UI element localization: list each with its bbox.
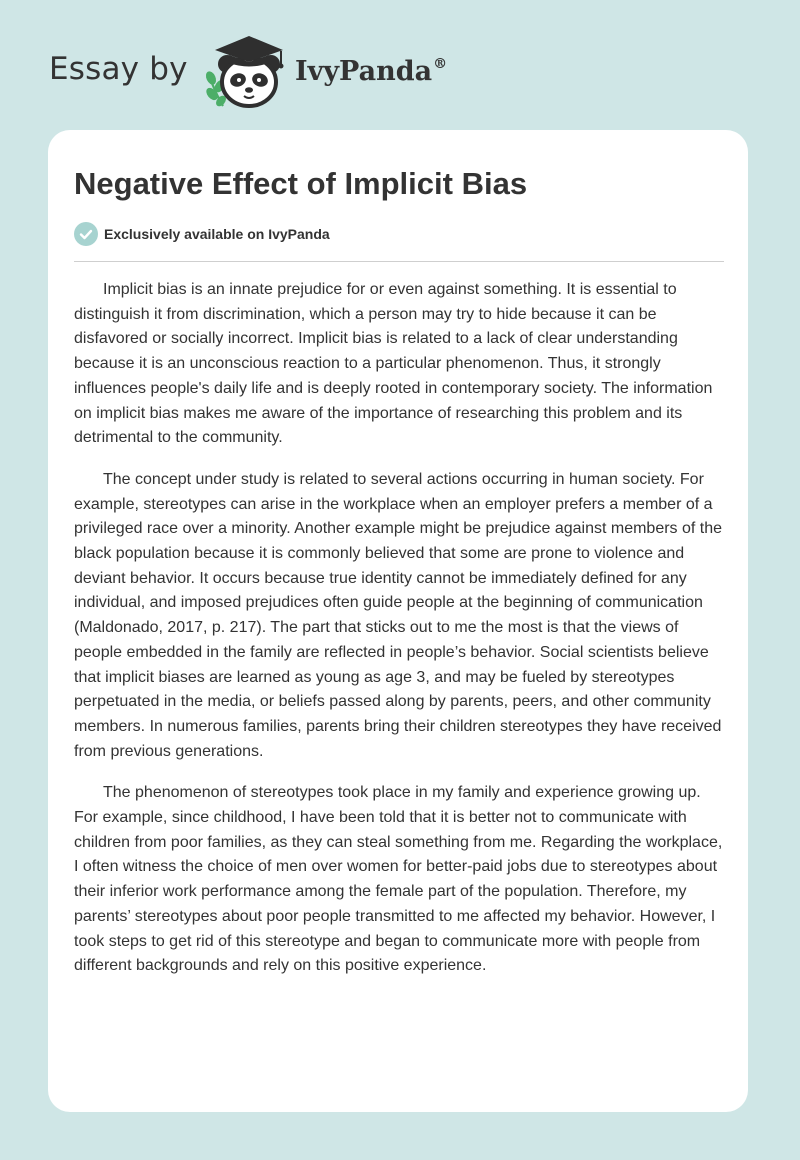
- paragraph: The phenomenon of stereotypes took place in my family and experience growing up. For example, since childhood, I have been told that it is better not to communicate with children from poor families, as they can steal something from me. Regarding the workplace, I often witness the choice of men over women for better-paid jobs due to stereotypes about their inferior work performance among the female part of the population. Therefore, my parents’ stereotypes about poor people transmitted to me affected my behavior. However, I took steps to get rid of this stereotype and began to communicate more with people from different backgrounds and rely on this positive experience.: [74, 784, 723, 975]
- paragraph: The concept under study is related to several actions occurring in human society. For example, stereotypes can arise in the workplace when an employer prefers a member of a privileged race over a minority. Another example might be prejudice against members of the black population because it is commonly believed that some are prone to violence and deviant behavior. It occurs because true identity cannot be immediately defined for any individual, and imposed prejudices often guide people at the beginning of communication (Maldonado, 2017, p. 217). The part that sticks out to me the most is that the views of people embedded in the family are reflected in people’s behavior. Social scientists believe that implicit biases are learned as young as age 3, and may be fueled by stereotypes perpetuated in the media, or beliefs passed along by parents, peers, and other community members. In numerous families, parents bring their children stereotypes they have received from previous generations.: [74, 470, 723, 760]
- brand-name[interactable]: [295, 56, 447, 87]
- site-header: [49, 30, 479, 110]
- exclusive-badge: [74, 222, 330, 246]
- essay-body: [74, 278, 724, 996]
- paragraph: Implicit bias is an innate prejudice for or even against something. It is essential to distinguish it from discrimination, which a person may try to hide because it can be disfavored or socially incorrect. Implicit bias is related to a lack of clear understanding because it is an unconscious reaction to a particular phenomenon. Thus, it strongly influences people's daily life and is deeply rooted in contemporary society. The information on implicit bias makes me aware of the importance of researching this problem and its detrimental to the community.: [74, 281, 713, 447]
- brand-name-text: IvyPanda: [295, 56, 433, 87]
- check-circle-icon: [74, 222, 98, 246]
- registered-mark: ®: [433, 56, 448, 72]
- brand-prefix: Essay by: [49, 51, 188, 87]
- essay-card: [48, 130, 748, 1112]
- panda-graduate-logo-icon[interactable]: [203, 30, 291, 110]
- page-title: Negative Effect of Implicit Bias: [74, 166, 528, 201]
- exclusive-badge-label: Exclusively available on IvyPanda: [104, 226, 330, 242]
- divider: [74, 261, 724, 262]
